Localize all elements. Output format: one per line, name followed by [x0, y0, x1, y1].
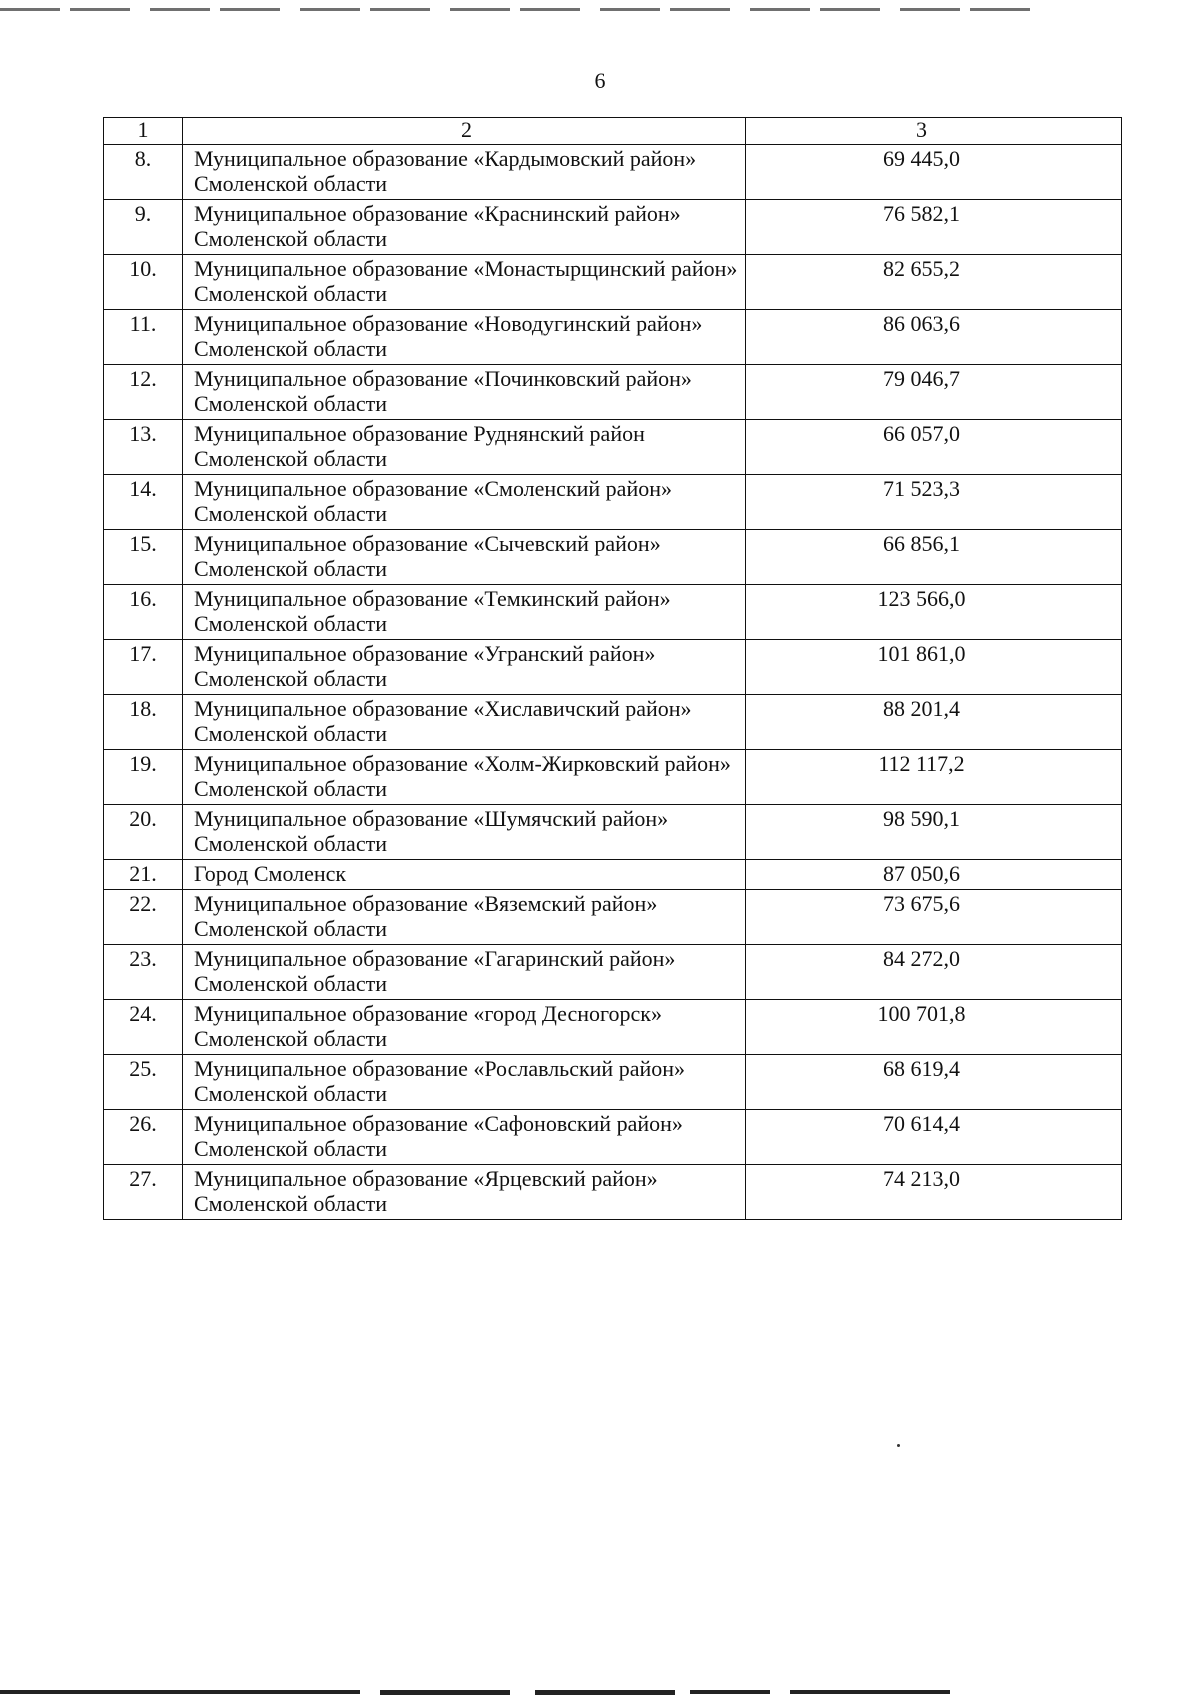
table-row [104, 145, 1122, 200]
row-name: Муниципальное образование «Хиславичский район» Смоленской области [183, 695, 746, 750]
row-number: 18. [104, 695, 183, 750]
row-value: 87 050,6 [746, 860, 1122, 890]
row-name: Муниципальное образование «Смоленский район» Смоленской области [183, 475, 746, 530]
row-number: 13. [104, 420, 183, 475]
table-row [104, 1000, 1122, 1055]
table-body [104, 145, 1122, 1220]
row-number: 26. [104, 1110, 183, 1165]
row-number: 9. [104, 200, 183, 255]
row-value: 88 201,4 [746, 695, 1122, 750]
row-number: 16. [104, 585, 183, 640]
column-header-1: 1 [104, 118, 183, 145]
table-row [104, 530, 1122, 585]
table-row [104, 695, 1122, 750]
row-value: 101 861,0 [746, 640, 1122, 695]
column-header-2: 2 [183, 118, 746, 145]
row-value: 66 856,1 [746, 530, 1122, 585]
row-value: 68 619,4 [746, 1055, 1122, 1110]
row-value: 82 655,2 [746, 255, 1122, 310]
table-row [104, 475, 1122, 530]
row-name: Муниципальное образование «Темкинский район» Смоленской области [183, 585, 746, 640]
row-name: Муниципальное образование «Сычевский район» Смоленской области [183, 530, 746, 585]
table-row [104, 420, 1122, 475]
scan-edge-top [0, 8, 1040, 11]
row-value: 98 590,1 [746, 805, 1122, 860]
row-value: 123 566,0 [746, 585, 1122, 640]
table-row [104, 255, 1122, 310]
row-number: 27. [104, 1165, 183, 1220]
row-name: Муниципальное образование «Новодугинский район» Смоленской области [183, 310, 746, 365]
row-name: Муниципальное образование «город Десногорск» Смоленской области [183, 1000, 746, 1055]
row-value: 70 614,4 [746, 1110, 1122, 1165]
row-name: Муниципальное образование «Монастырщинский район» Смоленской области [183, 255, 746, 310]
row-value: 112 117,2 [746, 750, 1122, 805]
table-row [104, 640, 1122, 695]
scan-edge-bottom [0, 1690, 1200, 1696]
row-name: Муниципальное образование «Шумячский район» Смоленской области [183, 805, 746, 860]
row-name: Муниципальное образование «Кардымовский район» Смоленской области [183, 145, 746, 200]
row-number: 23. [104, 945, 183, 1000]
table-row [104, 890, 1122, 945]
row-value: 71 523,3 [746, 475, 1122, 530]
row-value: 76 582,1 [746, 200, 1122, 255]
row-name: Муниципальное образование «Сафоновский район» Смоленской области [183, 1110, 746, 1165]
row-name: Муниципальное образование Руднянский район Смоленской области [183, 420, 746, 475]
row-name: Муниципальное образование «Гагаринский район» Смоленской области [183, 945, 746, 1000]
table-row [104, 200, 1122, 255]
row-number: 14. [104, 475, 183, 530]
row-name: Муниципальное образование «Ярцевский район» Смоленской области [183, 1165, 746, 1220]
row-name: Муниципальное образование «Починковский район» Смоленской области [183, 365, 746, 420]
table-row [104, 585, 1122, 640]
row-number: 17. [104, 640, 183, 695]
row-number: 21. [104, 860, 183, 890]
row-value: 74 213,0 [746, 1165, 1122, 1220]
row-number: 22. [104, 890, 183, 945]
row-name: Муниципальное образование «Угранский район» Смоленской области [183, 640, 746, 695]
table-row [104, 945, 1122, 1000]
row-value: 86 063,6 [746, 310, 1122, 365]
table-row [104, 365, 1122, 420]
column-header-3: 3 [746, 118, 1122, 145]
row-number: 20. [104, 805, 183, 860]
table-row [104, 860, 1122, 890]
page-number: 6 [594, 68, 606, 93]
row-number: 25. [104, 1055, 183, 1110]
row-number: 11. [104, 310, 183, 365]
row-number: 8. [104, 145, 183, 200]
table-row [104, 750, 1122, 805]
table-row [104, 1110, 1122, 1165]
row-name: Муниципальное образование «Холм-Жирковский район» Смоленской области [183, 750, 746, 805]
table-row [104, 1055, 1122, 1110]
table-header-row [104, 118, 1122, 145]
row-value: 66 057,0 [746, 420, 1122, 475]
allocation-table [103, 117, 1122, 1220]
row-value: 69 445,0 [746, 145, 1122, 200]
table-row [104, 805, 1122, 860]
table-row [104, 1165, 1122, 1220]
row-value: 73 675,6 [746, 890, 1122, 945]
row-name: Муниципальное образование «Рославльский район» Смоленской области [183, 1055, 746, 1110]
row-number: 19. [104, 750, 183, 805]
row-number: 24. [104, 1000, 183, 1055]
row-name: Муниципальное образование «Краснинский район» Смоленской области [183, 200, 746, 255]
row-number: 15. [104, 530, 183, 585]
row-name: Муниципальное образование «Вяземский район» Смоленской области [183, 890, 746, 945]
row-number: 10. [104, 255, 183, 310]
row-value: 79 046,7 [746, 365, 1122, 420]
row-value: 100 701,8 [746, 1000, 1122, 1055]
table-row [104, 310, 1122, 365]
row-name: Город Смоленск [183, 860, 746, 890]
scan-speck [897, 1444, 900, 1447]
row-value: 84 272,0 [746, 945, 1122, 1000]
row-number: 12. [104, 365, 183, 420]
